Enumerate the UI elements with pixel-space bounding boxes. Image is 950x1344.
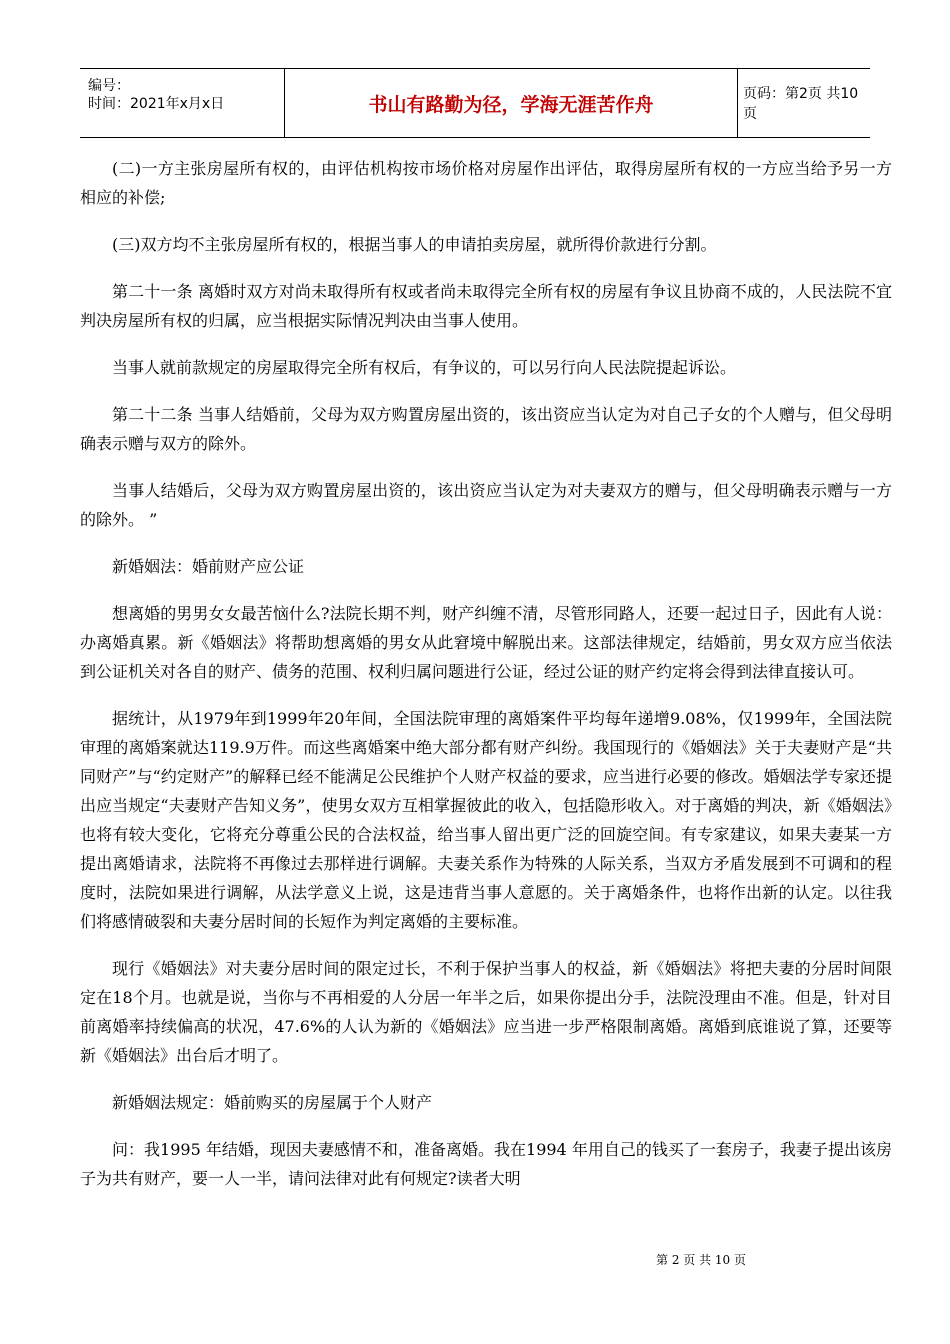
paragraph: 现行《婚姻法》对夫妻分居时间的限定过长，不利于保护当事人的权益，新《婚姻法》将把夫妻的分居时间限定在18个月。也就是说，当你与不再相爱的人分居一年半之后，如果你提出分手，法院没理由不准。但是，针对目前离婚率持续偏高的状况，47.6%的人认为新的《婚姻法》应当进一步严格限制离婚。离婚到底谁说了算，还要等新《婚姻法》出台后才明了。: [80, 959, 892, 1065]
paragraph: 想离婚的男男女女最苦恼什么?法院长期不判，财产纠缠不清，尽管形同路人，还要一起过日子，因此有人说：办离婚真累。新《婚姻法》将帮助想离婚的男女从此窘境中解脱出来。这部法律规定，结婚前，男女双方应当依法到公证机关对各自的财产、债务的范围、权利归属问题进行公证，经过公证的财产约定将会得到法律直接认可。: [80, 604, 892, 681]
paragraph: 当事人结婚后，父母为双方购置房屋出资的，该出资应当认定为对夫妻双方的赠与，但父母明确表示赠与一方的除外。 ”: [80, 481, 892, 529]
header-page-cell: [737, 69, 870, 137]
header-motto: 书山有路勤为径，学海无涯苦作舟: [368, 93, 654, 116]
page-header: [80, 68, 870, 138]
document-number-label: 编号：: [88, 78, 130, 94]
paragraph: 第二十一条 离婚时双方对尚未取得所有权或者尚未取得完全所有权的房屋有争议且协商不成的，人民法院不宜判决房屋所有权的归属，应当根据实际情况判决由当事人使用。: [80, 282, 892, 330]
header-page-info: 页码：第2页 共10页: [743, 86, 859, 122]
paragraph: 当事人就前款规定的房屋取得完全所有权后，有争议的，可以另行向人民法院提起诉讼。: [112, 358, 737, 377]
paragraph: 第二十二条 当事人结婚前，父母为双方购置房屋出资的，该出资应当认定为对自己子女的个人赠与，但父母明确表示赠与双方的除外。: [80, 405, 892, 453]
section-heading: 新婚姻法规定：婚前购买的房屋属于个人财产: [112, 1093, 433, 1112]
paragraph: 据统计，从1979年到1999年20年间，全国法院审理的离婚案件平均每年递增9.08%，仅1999年，全国法院审理的离婚案就达119.9万件。而这些离婚案中绝大部分都有财产纠纷。我国现行的《婚姻法》关于夫妻财产是“共同财产”与“约定财产”的解释已经不能满足公民维护个人财产权益的要求，应当进行必要的修改。婚姻法学专家还提出应当规定“夫妻财产告知义务”，使男女双方互相掌握彼此的收入，包括隐形收入。对于离婚的判决，新《婚姻法》也将有较大变化，它将充分尊重公民的合法权益，给当事人留出更广泛的回旋空间。有专家建议，如果夫妻某一方提出离婚请求，法院将不再像过去那样进行调解。夫妻关系作为特殊的人际关系，当双方矛盾发展到不可调和的程度时，法院如果进行调解，从法学意义上说，这是违背当事人意愿的。关于离婚条件，也将作出新的认定。以往我们将感情破裂和夫妻分居时间的长短作为判定离婚的主要标准。: [80, 709, 892, 931]
paragraph: 问：我1995 年结婚，现因夫妻感情不和，准备离婚。我在1994 年用自己的钱买了一套房子，我妻子提出该房子为共有财产，要一人一半，请问法律对此有何规定?读者大明: [80, 1140, 892, 1188]
paragraph: (三)双方均不主张房屋所有权的，根据当事人的申请拍卖房屋，就所得价款进行分割。: [112, 235, 717, 254]
document-body: [80, 154, 892, 1211]
section-heading: 新婚姻法：婚前财产应公证: [112, 557, 305, 576]
header-meta-cell: [80, 69, 284, 137]
document-time-label: 时间：2021年x月x日: [88, 96, 225, 112]
page-footer: 第 2 页 共 10 页: [656, 1253, 746, 1267]
header-motto-cell: [284, 69, 738, 137]
paragraph: (二)一方主张房屋所有权的，由评估机构按市场价格对房屋作出评估，取得房屋所有权的一方应当给予另一方相应的补偿;: [80, 159, 892, 207]
